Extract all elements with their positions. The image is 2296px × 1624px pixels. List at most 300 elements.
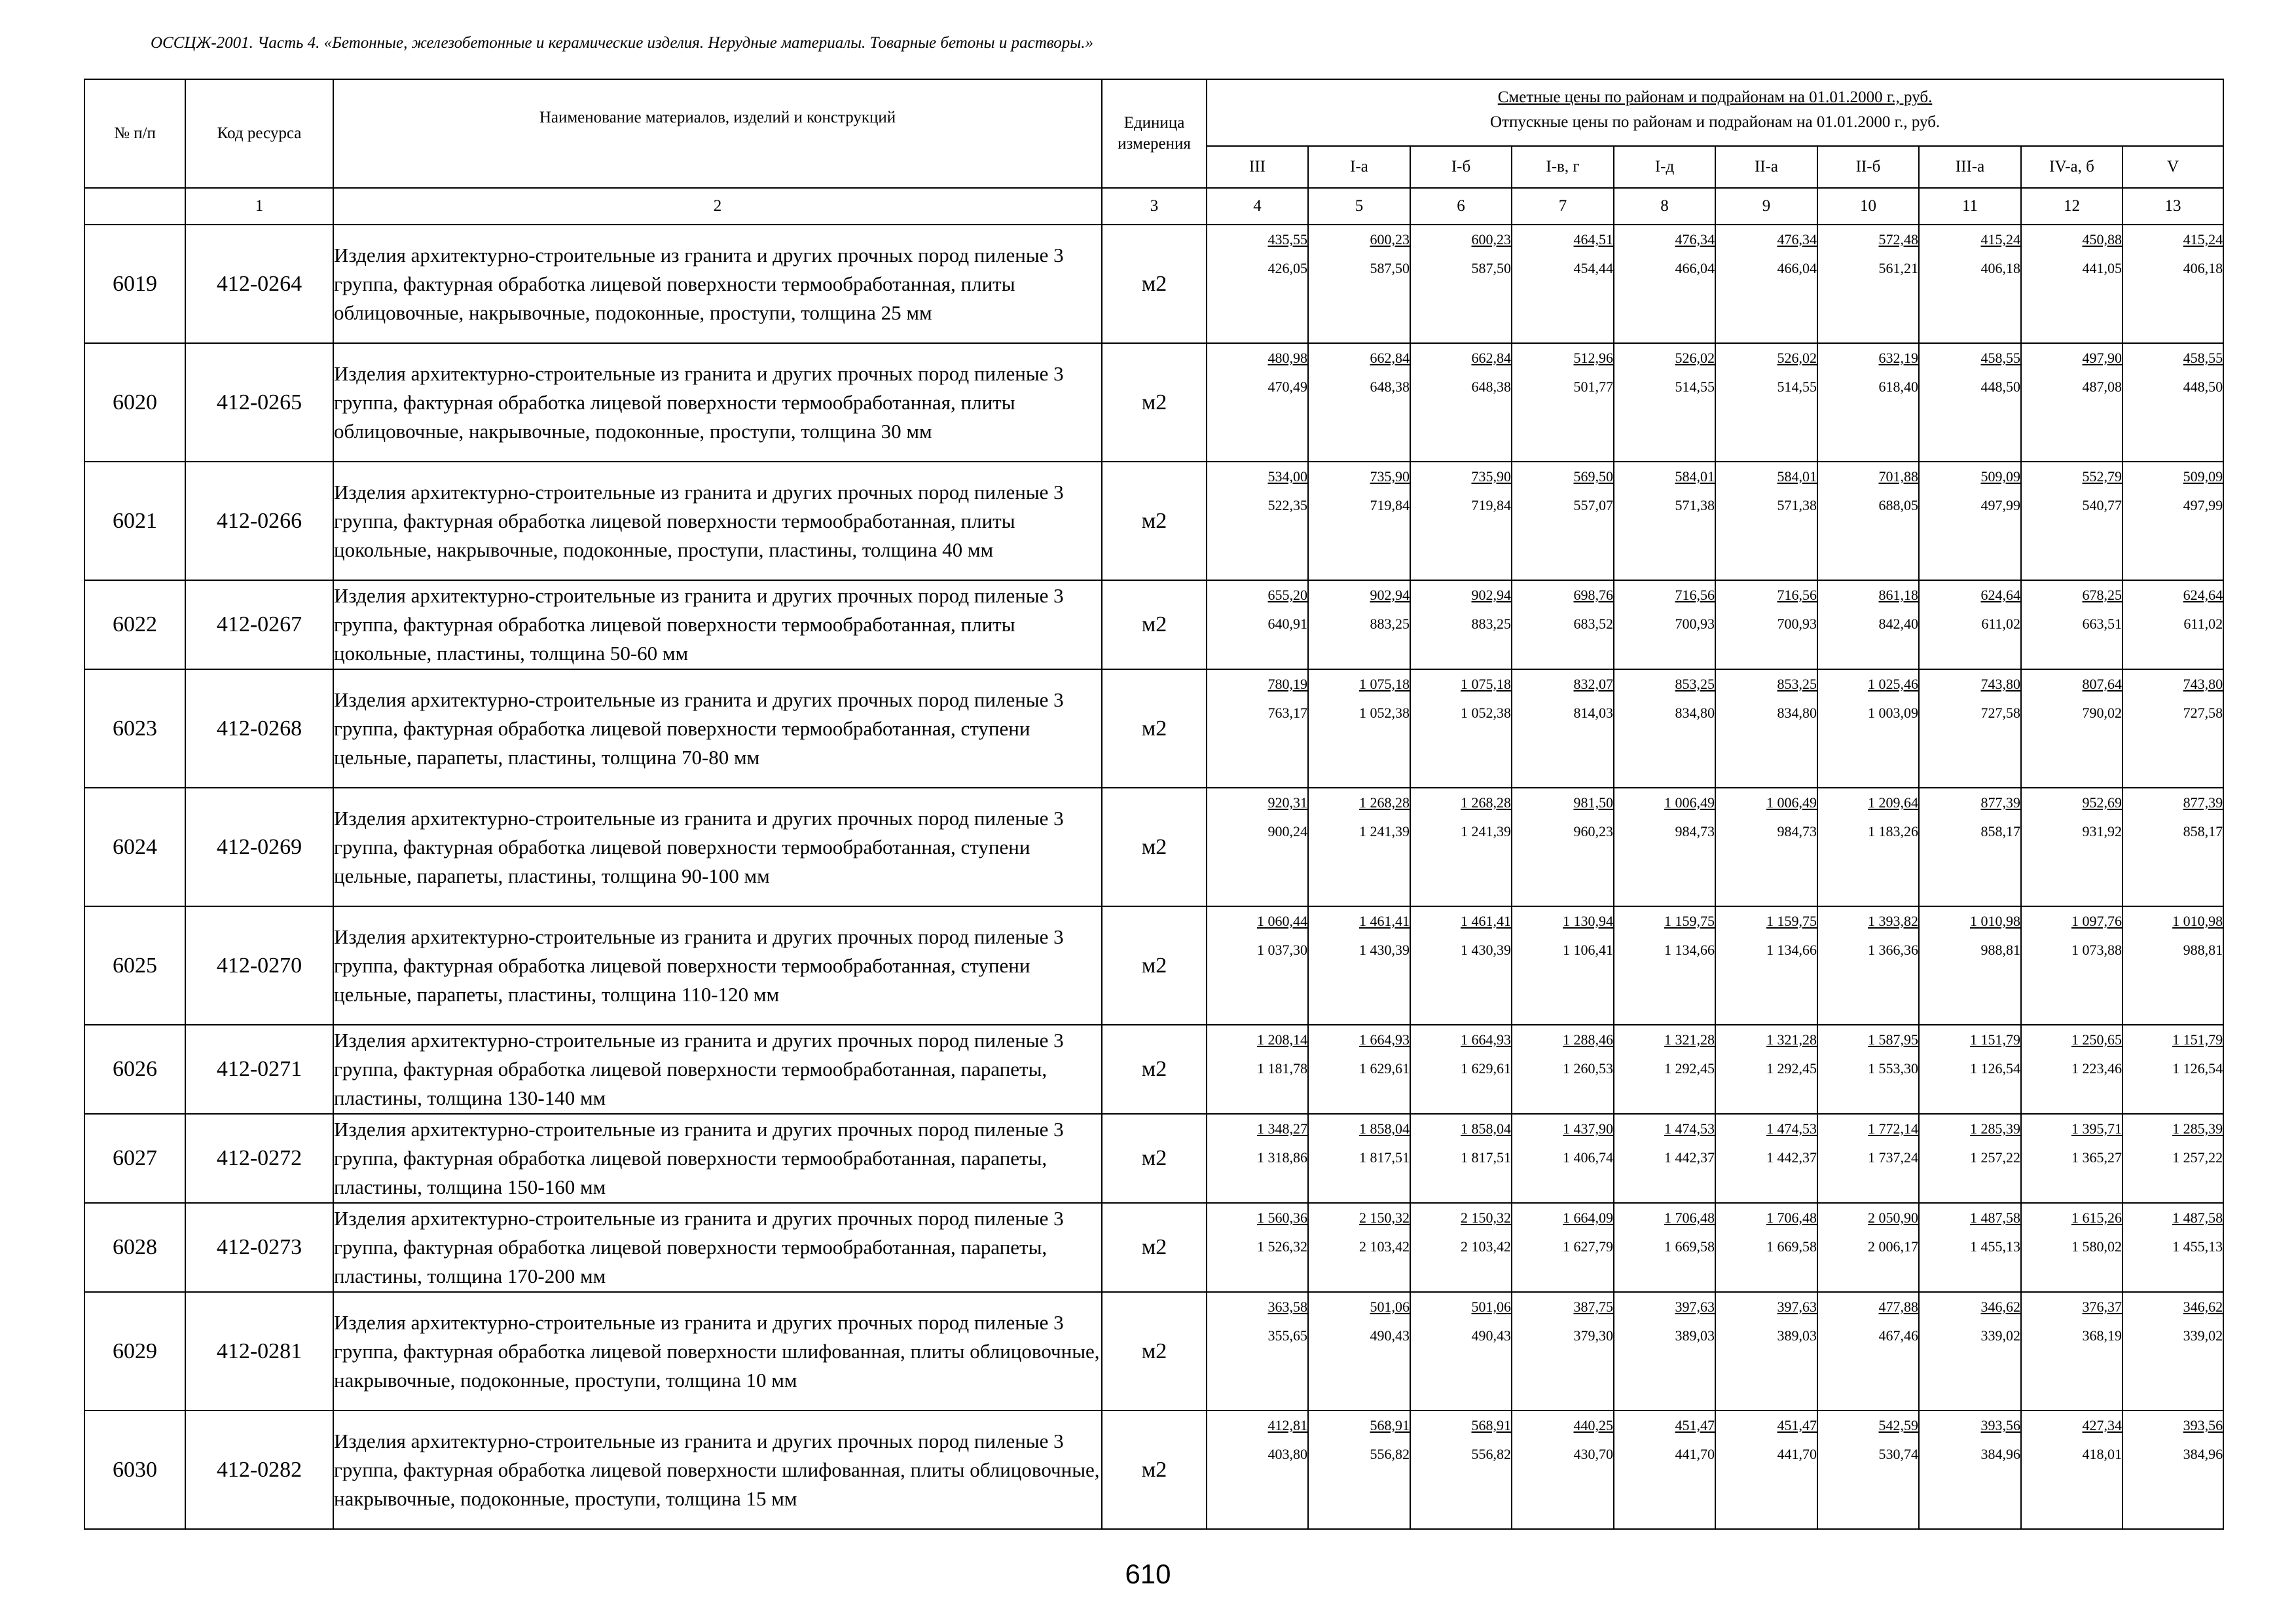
price-cell bbox=[2123, 462, 2223, 580]
price-cell bbox=[1207, 1025, 1308, 1114]
estimate-price: 1 437,90 bbox=[1563, 1120, 1613, 1137]
row-number: 6021 bbox=[84, 462, 185, 580]
release-price: 379,30 bbox=[1573, 1327, 1613, 1344]
price-cell bbox=[2123, 669, 2223, 788]
estimate-price: 678,25 bbox=[2082, 587, 2122, 603]
price-cell bbox=[1715, 1411, 1817, 1529]
release-price: 389,03 bbox=[1675, 1327, 1715, 1344]
estimate-price: 509,09 bbox=[1980, 468, 2020, 485]
price-cell bbox=[1410, 1203, 1512, 1292]
release-price: 640,91 bbox=[1267, 616, 1307, 632]
price-cell bbox=[2123, 1292, 2223, 1411]
unit-of-measure: м2 bbox=[1102, 788, 1207, 906]
row-number: 6025 bbox=[84, 906, 185, 1025]
price-cell bbox=[1614, 225, 1715, 343]
estimate-price: 458,55 bbox=[2183, 350, 2223, 366]
resource-code: 412-0266 bbox=[185, 462, 333, 580]
release-price: 663,51 bbox=[2082, 616, 2122, 632]
estimate-price: 1 858,04 bbox=[1359, 1120, 1410, 1137]
table-row bbox=[84, 1292, 2223, 1411]
price-cell bbox=[1715, 788, 1817, 906]
header-region: III-а bbox=[1919, 146, 2021, 188]
release-price: 858,17 bbox=[2183, 823, 2223, 840]
estimate-price: 427,34 bbox=[2082, 1417, 2122, 1433]
resource-code: 412-0264 bbox=[185, 225, 333, 343]
table-row bbox=[84, 1025, 2223, 1114]
header-region: I-а bbox=[1308, 146, 1410, 188]
estimate-price: 600,23 bbox=[1370, 231, 1410, 248]
price-cell bbox=[1919, 225, 2021, 343]
column-number: 5 bbox=[1308, 188, 1410, 225]
table-row bbox=[84, 906, 2223, 1025]
price-cell bbox=[1207, 225, 1308, 343]
estimate-price: 861,18 bbox=[1878, 587, 1918, 603]
price-cell bbox=[2021, 1114, 2123, 1203]
estimate-price: 397,63 bbox=[1777, 1299, 1817, 1315]
release-price: 1 073,88 bbox=[2071, 942, 2122, 958]
estimate-price: 497,90 bbox=[2082, 350, 2122, 366]
estimate-price: 1 010,98 bbox=[2172, 913, 2223, 929]
release-price: 470,49 bbox=[1267, 378, 1307, 395]
unit-of-measure: м2 bbox=[1102, 1025, 1207, 1114]
price-cell bbox=[1207, 462, 1308, 580]
release-price: 1 257,22 bbox=[2172, 1149, 2223, 1166]
header-region: IV-а, б bbox=[2021, 146, 2123, 188]
price-cell bbox=[1715, 1203, 1817, 1292]
estimate-price: 451,47 bbox=[1675, 1417, 1715, 1433]
estimate-price: 451,47 bbox=[1777, 1417, 1817, 1433]
release-price: 1 406,74 bbox=[1563, 1149, 1613, 1166]
estimate-price: 698,76 bbox=[1573, 587, 1613, 603]
column-number: 9 bbox=[1715, 188, 1817, 225]
release-price: 1 181,78 bbox=[1257, 1060, 1307, 1077]
estimate-price: 1 250,65 bbox=[2071, 1031, 2122, 1048]
estimate-price: 1 075,18 bbox=[1461, 676, 1511, 692]
estimate-price: 877,39 bbox=[2183, 794, 2223, 811]
estimate-price: 1 268,28 bbox=[1461, 794, 1511, 811]
estimate-price: 877,39 bbox=[1980, 794, 2020, 811]
estimate-price: 1 268,28 bbox=[1359, 794, 1410, 811]
header-region: II-а bbox=[1715, 146, 1817, 188]
release-price: 2 103,42 bbox=[1461, 1238, 1511, 1255]
release-price: 700,93 bbox=[1675, 616, 1715, 632]
estimate-price: 376,37 bbox=[2082, 1299, 2122, 1315]
release-price: 1 366,36 bbox=[1868, 942, 1918, 958]
release-price: 1 442,37 bbox=[1766, 1149, 1817, 1166]
resource-code: 412-0273 bbox=[185, 1203, 333, 1292]
release-price: 448,50 bbox=[2183, 378, 2223, 395]
price-cell bbox=[1715, 462, 1817, 580]
estimate-price: 1 075,18 bbox=[1359, 676, 1410, 692]
price-cell bbox=[1207, 669, 1308, 788]
column-number: 7 bbox=[1512, 188, 1614, 225]
price-cell bbox=[1410, 225, 1512, 343]
estimate-price: 1 615,26 bbox=[2071, 1209, 2122, 1226]
row-number: 6023 bbox=[84, 669, 185, 788]
estimate-price: 450,88 bbox=[2082, 231, 2122, 248]
price-cell bbox=[1308, 906, 1410, 1025]
release-price: 1 629,61 bbox=[1461, 1060, 1511, 1077]
release-price: 883,25 bbox=[1471, 616, 1511, 632]
price-cell bbox=[1308, 1025, 1410, 1114]
release-price: 339,02 bbox=[1980, 1327, 2020, 1344]
release-price: 1 052,38 bbox=[1359, 705, 1410, 721]
price-cell bbox=[1614, 1411, 1715, 1529]
estimate-price: 568,91 bbox=[1370, 1417, 1410, 1433]
price-cell bbox=[1410, 343, 1512, 462]
estimate-price: 743,80 bbox=[2183, 676, 2223, 692]
row-number: 6029 bbox=[84, 1292, 185, 1411]
release-price: 466,04 bbox=[1675, 260, 1715, 276]
release-price: 931,92 bbox=[2082, 823, 2122, 840]
resource-code: 412-0268 bbox=[185, 669, 333, 788]
estimate-price: 509,09 bbox=[2183, 468, 2223, 485]
estimate-price: 902,94 bbox=[1471, 587, 1511, 603]
price-cell bbox=[1512, 788, 1614, 906]
row-number: 6027 bbox=[84, 1114, 185, 1203]
estimate-price: 920,31 bbox=[1267, 794, 1307, 811]
resource-code: 412-0265 bbox=[185, 343, 333, 462]
price-cell bbox=[1512, 1203, 1614, 1292]
release-price: 1 580,02 bbox=[2071, 1238, 2122, 1255]
material-name: Изделия архитектурно-строительные из гранита и других прочных пород пиленые 3 группа, фактурная обработка лицевой поверхности шлифованная, плиты облицовочные, накрывочные, подоконные, проступи, толщина 10 мм bbox=[333, 1292, 1102, 1411]
release-price: 1 292,45 bbox=[1664, 1060, 1715, 1077]
estimate-price: 1 159,75 bbox=[1766, 913, 1817, 929]
release-price: 727,58 bbox=[1980, 705, 2020, 721]
price-cell bbox=[1308, 343, 1410, 462]
price-cell bbox=[1817, 343, 1919, 462]
estimate-price: 584,01 bbox=[1777, 468, 1817, 485]
release-price: 403,80 bbox=[1267, 1446, 1307, 1462]
price-cell bbox=[1715, 1292, 1817, 1411]
price-cell bbox=[1410, 906, 1512, 1025]
release-price: 501,77 bbox=[1573, 378, 1613, 395]
price-cell bbox=[1410, 1411, 1512, 1529]
price-cell bbox=[1614, 1292, 1715, 1411]
estimate-price: 346,62 bbox=[2183, 1299, 2223, 1315]
price-cell bbox=[2021, 462, 2123, 580]
estimate-price: 415,24 bbox=[2183, 231, 2223, 248]
price-cell bbox=[1410, 580, 1512, 669]
resource-code: 412-0281 bbox=[185, 1292, 333, 1411]
price-cell bbox=[1614, 788, 1715, 906]
unit-of-measure: м2 bbox=[1102, 1203, 1207, 1292]
price-cell bbox=[2123, 1025, 2223, 1114]
price-cell bbox=[1308, 1114, 1410, 1203]
page-number: 610 bbox=[1125, 1559, 1171, 1589]
price-cell bbox=[1614, 1025, 1715, 1114]
release-price: 719,84 bbox=[1471, 497, 1511, 513]
price-cell bbox=[1512, 1025, 1614, 1114]
estimate-price: 716,56 bbox=[1777, 587, 1817, 603]
release-price: 1 106,41 bbox=[1563, 942, 1613, 958]
price-cell bbox=[1817, 462, 1919, 580]
release-price: 587,50 bbox=[1370, 260, 1410, 276]
price-cell bbox=[1715, 669, 1817, 788]
estimate-price: 624,64 bbox=[2183, 587, 2223, 603]
estimate-price: 552,79 bbox=[2082, 468, 2122, 485]
price-cell bbox=[2123, 788, 2223, 906]
estimate-price: 1 151,79 bbox=[2172, 1031, 2223, 1048]
estimate-price: 572,48 bbox=[1878, 231, 1918, 248]
estimate-price: 780,19 bbox=[1267, 676, 1307, 692]
price-cell bbox=[1919, 669, 2021, 788]
release-price: 1 183,26 bbox=[1868, 823, 1918, 840]
release-price: 1 737,24 bbox=[1868, 1149, 1918, 1166]
release-price: 727,58 bbox=[2183, 705, 2223, 721]
header-name: Наименование материалов, изделий и конструкций bbox=[333, 79, 1102, 188]
release-price: 384,96 bbox=[2183, 1446, 2223, 1462]
column-number: 1 bbox=[185, 188, 333, 225]
estimate-price: 2 150,32 bbox=[1359, 1209, 1410, 1226]
price-cell bbox=[1715, 906, 1817, 1025]
release-price: 540,77 bbox=[2082, 497, 2122, 513]
price-cell bbox=[2021, 225, 2123, 343]
estimate-price: 1 159,75 bbox=[1664, 913, 1715, 929]
price-cell bbox=[2021, 1203, 2123, 1292]
estimate-price: 440,25 bbox=[1573, 1417, 1613, 1433]
estimate-price: 1 285,39 bbox=[2172, 1120, 2223, 1137]
release-price: 514,55 bbox=[1777, 378, 1817, 395]
release-price: 683,52 bbox=[1573, 616, 1613, 632]
price-cell bbox=[1817, 669, 1919, 788]
estimate-price: 1 006,49 bbox=[1664, 794, 1715, 811]
price-cell bbox=[2021, 343, 2123, 462]
release-price: 688,05 bbox=[1878, 497, 1918, 513]
release-price: 1 292,45 bbox=[1766, 1060, 1817, 1077]
release-price: 1 669,58 bbox=[1664, 1238, 1715, 1255]
release-price: 441,70 bbox=[1777, 1446, 1817, 1462]
estimate-price: 1 288,46 bbox=[1563, 1031, 1613, 1048]
estimate-price: 853,25 bbox=[1675, 676, 1715, 692]
price-cell bbox=[1512, 906, 1614, 1025]
release-price: 1 223,46 bbox=[2071, 1060, 2122, 1077]
estimate-price: 1 664,93 bbox=[1461, 1031, 1511, 1048]
price-cell bbox=[1715, 1025, 1817, 1114]
price-cell bbox=[1715, 580, 1817, 669]
release-price: 561,21 bbox=[1878, 260, 1918, 276]
price-cell bbox=[1308, 580, 1410, 669]
price-cell bbox=[1614, 669, 1715, 788]
price-cell bbox=[1512, 225, 1614, 343]
estimate-price: 1 487,58 bbox=[2172, 1209, 2223, 1226]
column-number: 2 bbox=[333, 188, 1102, 225]
price-cell bbox=[1512, 580, 1614, 669]
price-cell bbox=[2021, 788, 2123, 906]
estimate-price: 584,01 bbox=[1675, 468, 1715, 485]
estimate-price: 701,88 bbox=[1878, 468, 1918, 485]
price-cell bbox=[1919, 1025, 2021, 1114]
unit-of-measure: м2 bbox=[1102, 1114, 1207, 1203]
column-number: 11 bbox=[1919, 188, 2021, 225]
price-cell bbox=[1512, 1411, 1614, 1529]
price-cell bbox=[1614, 343, 1715, 462]
row-number: 6026 bbox=[84, 1025, 185, 1114]
price-cell bbox=[1919, 462, 2021, 580]
header-region: I-д bbox=[1614, 146, 1715, 188]
estimate-price: 526,02 bbox=[1675, 350, 1715, 366]
price-cell bbox=[2123, 1203, 2223, 1292]
estimate-price: 1 706,48 bbox=[1664, 1209, 1715, 1226]
row-number: 6020 bbox=[84, 343, 185, 462]
release-price: 618,40 bbox=[1878, 378, 1918, 395]
estimate-price: 1 010,98 bbox=[1970, 913, 2020, 929]
price-cell bbox=[1817, 225, 1919, 343]
table-row bbox=[84, 788, 2223, 906]
release-price: 1 442,37 bbox=[1664, 1149, 1715, 1166]
column-number: 3 bbox=[1102, 188, 1207, 225]
release-price: 1 430,39 bbox=[1461, 942, 1511, 958]
table-row bbox=[84, 669, 2223, 788]
price-cell bbox=[1308, 1203, 1410, 1292]
estimate-price: 743,80 bbox=[1980, 676, 2020, 692]
release-price: 1 817,51 bbox=[1461, 1149, 1511, 1166]
release-price: 611,02 bbox=[2183, 616, 2223, 632]
estimate-price: 716,56 bbox=[1675, 587, 1715, 603]
header-release-title: Отпускные цены по районам и подрайонам на 01.01.2000 г., руб. bbox=[1489, 113, 1941, 131]
column-number: 10 bbox=[1817, 188, 1919, 225]
release-price: 368,19 bbox=[2082, 1327, 2122, 1344]
release-price: 1 430,39 bbox=[1359, 942, 1410, 958]
price-cell bbox=[1715, 225, 1817, 343]
estimate-price: 569,50 bbox=[1573, 468, 1613, 485]
release-price: 763,17 bbox=[1267, 705, 1307, 721]
price-cell bbox=[1207, 906, 1308, 1025]
unit-of-measure: м2 bbox=[1102, 1292, 1207, 1411]
estimate-price: 435,55 bbox=[1267, 231, 1307, 248]
price-cell bbox=[1308, 1292, 1410, 1411]
estimate-price: 1 285,39 bbox=[1970, 1120, 2020, 1137]
price-cell bbox=[1817, 1292, 1919, 1411]
release-price: 842,40 bbox=[1878, 616, 1918, 632]
estimate-price: 2 050,90 bbox=[1868, 1209, 1918, 1226]
price-cell bbox=[1308, 462, 1410, 580]
row-number: 6030 bbox=[84, 1411, 185, 1529]
release-price: 883,25 bbox=[1370, 616, 1410, 632]
release-price: 814,03 bbox=[1573, 705, 1613, 721]
row-number: 6019 bbox=[84, 225, 185, 343]
estimate-price: 397,63 bbox=[1675, 1299, 1715, 1315]
header-estimate-title: Сметные цены по районам и подрайонам на 01.01.2000 г., руб. bbox=[1497, 88, 1933, 106]
header-region: II-б bbox=[1817, 146, 1919, 188]
release-price: 648,38 bbox=[1370, 378, 1410, 395]
resource-code: 412-0270 bbox=[185, 906, 333, 1025]
estimate-price: 1 393,82 bbox=[1868, 913, 1918, 929]
price-cell bbox=[1207, 1114, 1308, 1203]
table-row bbox=[84, 225, 2223, 343]
release-price: 960,23 bbox=[1573, 823, 1613, 840]
estimate-price: 363,58 bbox=[1267, 1299, 1307, 1315]
estimate-price: 1 321,28 bbox=[1664, 1031, 1715, 1048]
estimate-price: 1 664,93 bbox=[1359, 1031, 1410, 1048]
estimate-price: 458,55 bbox=[1980, 350, 2020, 366]
release-price: 858,17 bbox=[1980, 823, 2020, 840]
release-price: 1 629,61 bbox=[1359, 1060, 1410, 1077]
header-prices bbox=[1207, 79, 2223, 146]
price-cell bbox=[1207, 343, 1308, 462]
release-price: 1 134,66 bbox=[1664, 942, 1715, 958]
resource-code: 412-0271 bbox=[185, 1025, 333, 1114]
price-cell bbox=[1614, 906, 1715, 1025]
estimate-price: 501,06 bbox=[1471, 1299, 1511, 1315]
release-price: 467,46 bbox=[1878, 1327, 1918, 1344]
release-price: 1 003,09 bbox=[1868, 705, 1918, 721]
price-cell bbox=[1308, 1411, 1410, 1529]
unit-of-measure: м2 bbox=[1102, 906, 1207, 1025]
estimate-price: 1 474,53 bbox=[1766, 1120, 1817, 1137]
material-name: Изделия архитектурно-строительные из гранита и других прочных пород пиленые 3 группа, фактурная обработка лицевой поверхности термообработанная, парапеты, пластины, толщина 170-200 мм bbox=[333, 1203, 1102, 1292]
release-price: 556,82 bbox=[1471, 1446, 1511, 1462]
estimate-price: 1 025,46 bbox=[1868, 676, 1918, 692]
price-cell bbox=[2123, 225, 2223, 343]
estimate-price: 480,98 bbox=[1267, 350, 1307, 366]
resource-code: 412-0269 bbox=[185, 788, 333, 906]
release-price: 556,82 bbox=[1370, 1446, 1410, 1462]
release-price: 1 241,39 bbox=[1461, 823, 1511, 840]
column-number bbox=[84, 188, 185, 225]
release-price: 571,38 bbox=[1675, 497, 1715, 513]
release-price: 1 037,30 bbox=[1257, 942, 1307, 958]
price-cell bbox=[2021, 906, 2123, 1025]
price-cell bbox=[1512, 1292, 1614, 1411]
estimate-price: 624,64 bbox=[1980, 587, 2020, 603]
release-price: 984,73 bbox=[1777, 823, 1817, 840]
material-name: Изделия архитектурно-строительные из гранита и других прочных пород пиленые 3 группа, фактурная обработка лицевой поверхности шлифованная, плиты облицовочные, накрывочные, подоконные, проступи, толщина 15 мм bbox=[333, 1411, 1102, 1529]
price-cell bbox=[1207, 1292, 1308, 1411]
estimate-price: 393,56 bbox=[2183, 1417, 2223, 1433]
estimate-price: 1 560,36 bbox=[1257, 1209, 1307, 1226]
release-price: 719,84 bbox=[1370, 497, 1410, 513]
estimate-price: 415,24 bbox=[1980, 231, 2020, 248]
price-cell bbox=[1207, 1203, 1308, 1292]
release-price: 490,43 bbox=[1471, 1327, 1511, 1344]
release-price: 1 126,54 bbox=[1970, 1060, 2020, 1077]
release-price: 466,04 bbox=[1777, 260, 1817, 276]
column-number: 6 bbox=[1410, 188, 1512, 225]
price-table bbox=[84, 79, 2224, 1530]
estimate-price: 1 664,09 bbox=[1563, 1209, 1613, 1226]
header-region: I-б bbox=[1410, 146, 1512, 188]
estimate-price: 412,81 bbox=[1267, 1417, 1307, 1433]
estimate-price: 1 060,44 bbox=[1257, 913, 1307, 929]
table-row bbox=[84, 580, 2223, 669]
estimate-price: 1 208,14 bbox=[1257, 1031, 1307, 1048]
price-cell bbox=[1817, 580, 1919, 669]
material-name: Изделия архитектурно-строительные из гранита и других прочных пород пиленые 3 группа, фактурная обработка лицевой поверхности термообработанная, плиты цокольные, накрывочные, подоконные, проступи, пластины, толщина 40 мм bbox=[333, 462, 1102, 580]
price-cell bbox=[1919, 1203, 2021, 1292]
row-number: 6028 bbox=[84, 1203, 185, 1292]
release-price: 1 241,39 bbox=[1359, 823, 1410, 840]
price-cell bbox=[1410, 1025, 1512, 1114]
estimate-price: 735,90 bbox=[1471, 468, 1511, 485]
release-price: 571,38 bbox=[1777, 497, 1817, 513]
release-price: 611,02 bbox=[1981, 616, 2020, 632]
price-cell bbox=[1308, 225, 1410, 343]
price-cell bbox=[2021, 1411, 2123, 1529]
unit-of-measure: м2 bbox=[1102, 343, 1207, 462]
release-price: 1 817,51 bbox=[1359, 1149, 1410, 1166]
price-cell bbox=[1817, 1411, 1919, 1529]
release-price: 1 553,30 bbox=[1868, 1060, 1918, 1077]
column-number: 4 bbox=[1207, 188, 1308, 225]
release-price: 384,96 bbox=[1980, 1446, 2020, 1462]
header-region: V bbox=[2123, 146, 2223, 188]
column-number: 13 bbox=[2123, 188, 2223, 225]
estimate-price: 1 487,58 bbox=[1970, 1209, 2020, 1226]
release-price: 790,02 bbox=[2082, 705, 2122, 721]
table-row bbox=[84, 343, 2223, 462]
price-cell bbox=[1919, 788, 2021, 906]
